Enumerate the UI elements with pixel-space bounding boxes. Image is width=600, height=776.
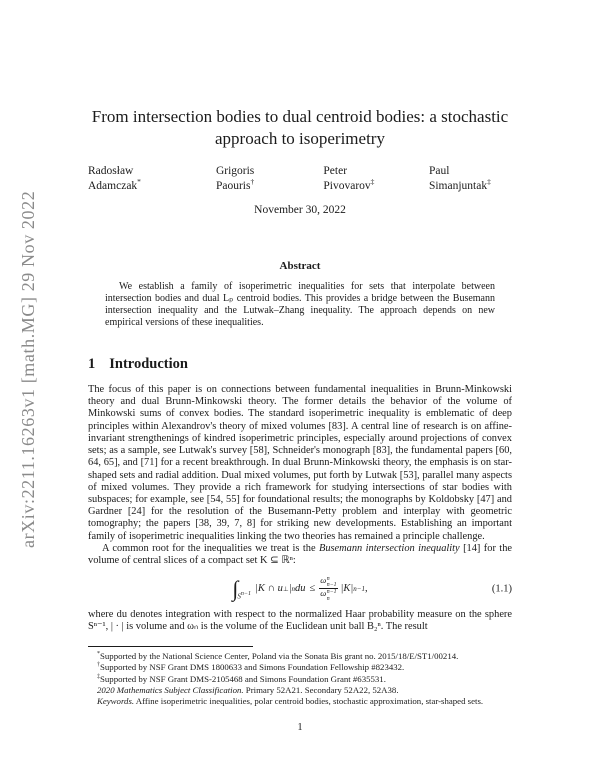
du-term: du xyxy=(295,583,306,595)
den-sub: n xyxy=(326,595,330,602)
arxiv-watermark: arXiv:2211.16263v1 [math.MG] 29 Nov 2022 xyxy=(18,190,38,548)
fraction-denominator xyxy=(319,588,337,601)
author-4 xyxy=(429,165,512,192)
lhs-bar: | xyxy=(288,583,292,595)
footnote-item xyxy=(88,651,512,662)
rhs-term: |K| xyxy=(340,583,354,595)
footnote-mark: † xyxy=(97,662,100,669)
abstract-heading: Abstract xyxy=(279,260,321,273)
paper-date: November 30, 2022 xyxy=(254,204,346,217)
msc-text: Primary 52A21. Secondary 52A22, 52A38. xyxy=(243,684,399,695)
author-name: Peter Pivovarov xyxy=(323,165,371,193)
author-mark: ‡ xyxy=(370,177,375,187)
lhs-exponent: n xyxy=(291,584,295,593)
leq-symbol: ≤ xyxy=(309,583,316,595)
perp-symbol: ⊥ xyxy=(282,585,289,593)
equation-fraction xyxy=(319,576,337,601)
keywords-label: Keywords. xyxy=(97,696,135,707)
footnote-item xyxy=(88,674,512,685)
author-mark: ‡ xyxy=(487,177,491,187)
author-mark: † xyxy=(250,177,255,187)
section-heading xyxy=(88,356,512,373)
equation-number: (1.1) xyxy=(491,583,512,595)
lhs-term: |K ∩ u xyxy=(254,583,283,595)
footnote-text: Supported by NSF Grant DMS-2105468 and Simons Foundation Grant #635531. xyxy=(100,673,386,684)
author-mark: * xyxy=(137,177,141,187)
author-2 xyxy=(216,165,293,192)
author-list xyxy=(88,165,512,192)
msc-line xyxy=(88,685,512,696)
footnote-item xyxy=(88,662,512,673)
author-name: Radosław Adamczak xyxy=(88,165,138,193)
omega: ω xyxy=(320,588,327,599)
footnote-rule xyxy=(88,646,253,647)
num-sup: n xyxy=(326,576,330,583)
domain-base: S xyxy=(237,592,241,601)
domain-exponent: n−1 xyxy=(240,591,251,598)
fraction-numerator xyxy=(319,576,337,588)
footnote-text: Supported by NSF Grant DMS 1800633 and Simons Foundation Fellowship #823432. xyxy=(100,662,405,673)
integral-domain xyxy=(237,591,251,600)
page-number: 1 xyxy=(297,722,303,734)
num-sub: n−1 xyxy=(326,582,337,589)
integral-sign: ∫ xyxy=(232,575,239,601)
section-title: Introduction xyxy=(109,356,188,373)
footnote-mark: ‡ xyxy=(97,673,100,680)
italic-phrase: Busemann intersection inequality xyxy=(318,542,460,554)
section-number: 1 xyxy=(88,356,96,373)
author-name: Paul Simanjuntak xyxy=(428,165,488,193)
omega: ω xyxy=(320,575,327,586)
footnote-text: Supported by the National Science Center, Poland via the Sonata Bis grant no. 2015/18/E/ST1/00214. xyxy=(100,651,459,662)
title-line-1: From intersection bodies to dual centroid bodies: a stochastic xyxy=(91,107,509,126)
keywords-line xyxy=(88,696,512,707)
intro-paragraph-3: where du denotes integration with respect to the normalized Haar probability measure on the sphere Sⁿ⁻¹, | · | is volume and ωₙ is the volume of the Euclidean unit ball B₂ⁿ. The result xyxy=(88,608,512,632)
equation-1-1 xyxy=(88,576,512,601)
msc-label: 2020 Mathematics Subject Classification. xyxy=(97,684,244,695)
intro-paragraph-2 xyxy=(88,543,512,567)
comma: , xyxy=(365,583,368,595)
footnotes xyxy=(88,651,512,707)
author-1 xyxy=(88,165,186,192)
keywords-text: Affine isoperimetric inequalities, polar centroid bodies, stochastic approximation, star-shaped sets. xyxy=(134,696,484,707)
author-3 xyxy=(323,165,399,192)
abstract-text: We establish a family of isoperimetric inequalities for sets that interpolate between intersection bodies and dual Lₚ centroid bodies. This provides a bridge between the Busemann intersection inequality and the Lutwak–Zhang inequality. The approach depends on new empirical versions of these inequalities. xyxy=(105,281,495,329)
title-line-2: approach to isoperimetry xyxy=(215,129,385,149)
paper-page xyxy=(88,0,512,733)
intro-paragraph-1: The focus of this paper is on connections between fundamental inequalities in Brunn-Minkowski theory and dual Brunn-Minkowski theory. The former details the behavior of the volume of Minkowski sums of convex bodies. The standard isoperimetric inequality is emblematic of deep principles within Alexandrov's theory of mixed volumes [83]. A central line of research is on affine-invariant strengthenings of kindred isoperimetric principles, especially around projections of convex sets; as a sample, see Lutwak's survey [58], Schneider's monograph [83], the fundamental papers [60, 64, 65], and [71] for a recent breakthrough. In dual Brunn-Minkowski theory, the emphasis is on star-shaped sets and radial addition. Dual mixed volumes, put forth by Lutwak [53], parallel many aspects of mixed volumes. They provide a rich framework for studying intersections of star bodies with subspaces; for example, see [54, 55] for foundational results; the monographs by Koldobsky [47] and Gardner [24] for the resolution of the Busemann-Petty problem and interplay with geometric tomography; the papers [38, 39, 7, 8] for striking new developments. Establishing an important family of isoperimetric inequalities linking the two theories has remained a principle challenge. xyxy=(88,384,512,542)
page-title xyxy=(88,106,512,150)
footnote-mark: * xyxy=(97,651,100,658)
paragraph-text: A common root for the inequalities we treat is the xyxy=(102,542,319,554)
den-sup: n−1 xyxy=(326,589,337,596)
paragraph-text: [14] for the volume of central slices of a compact set K ⊆ ℝⁿ: xyxy=(88,542,512,567)
author-name: Grigoris Paouris xyxy=(215,165,255,193)
rhs-exponent: n−1 xyxy=(353,584,366,593)
